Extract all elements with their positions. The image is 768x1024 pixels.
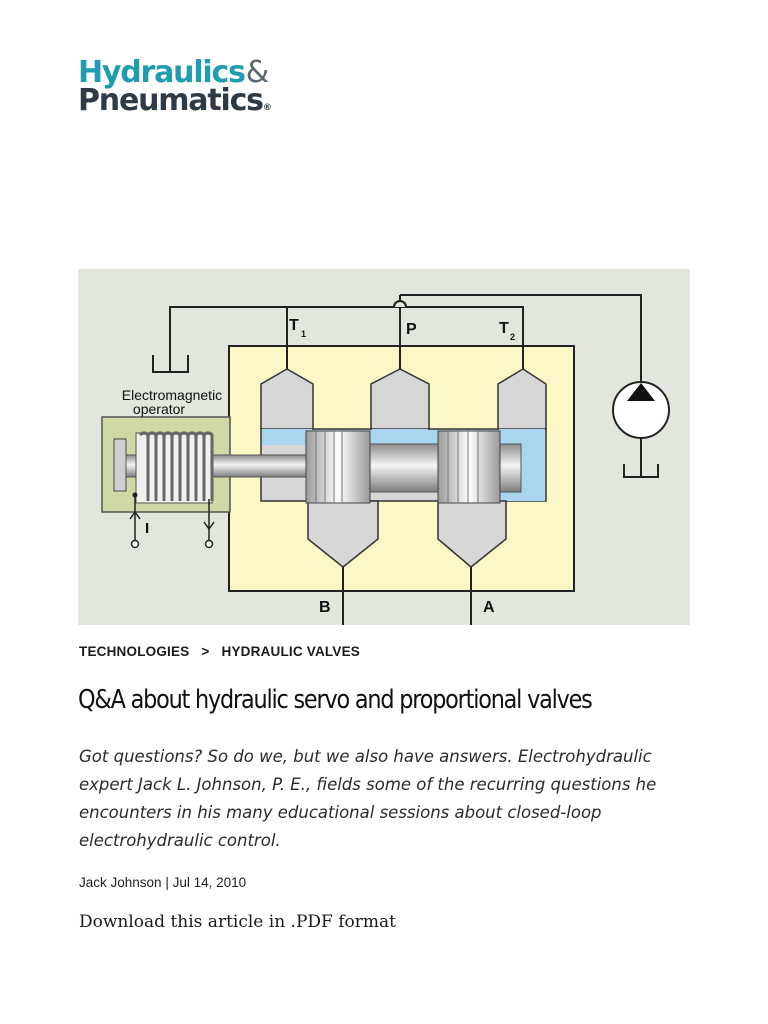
- author-link[interactable]: Jack Johnson: [79, 875, 162, 890]
- label-p: P: [406, 321, 417, 338]
- label-operator-2: operator: [132, 401, 186, 417]
- logo-ampersand: &: [245, 55, 268, 90]
- download-pdf-link[interactable]: Download this article in .PDF format: [79, 912, 396, 932]
- label-a: A: [483, 599, 495, 616]
- article-title: Q&A about hydraulic servo and proportional valves: [78, 685, 592, 715]
- hero-image-valve-diagram: [78, 269, 690, 625]
- breadcrumb-technologies[interactable]: TECHNOLOGIES: [79, 644, 190, 659]
- site-logo[interactable]: [78, 55, 272, 118]
- label-b: B: [319, 599, 331, 616]
- coil-windings: [136, 433, 212, 503]
- logo-pneumatics: [78, 83, 272, 118]
- breadcrumb-separator: >: [201, 644, 210, 659]
- label-current: I: [145, 520, 150, 537]
- label-t2-sub: 2: [510, 332, 516, 342]
- logo-word-pneumatics: Pneumatics: [78, 83, 263, 118]
- terminal-left: [132, 541, 139, 548]
- logo-registered-mark: ®: [262, 103, 272, 113]
- byline-separator: |: [161, 875, 173, 890]
- article-dek: Got questions? So do we, but we also have answers. Electrohydraulic expert Jack L. Johnson, P. E., fields some of the recurring questions he encounters in his many educational sessions about closed-loop electrohydraulic control.: [79, 747, 657, 850]
- byline: [79, 875, 246, 890]
- logo-word-hydraulics: Hydraulics: [78, 55, 245, 90]
- label-t2: T: [499, 320, 509, 337]
- fluid-p: [372, 429, 428, 445]
- label-t1: T: [289, 317, 299, 334]
- fluid-t1: [262, 429, 312, 445]
- label-t1-sub: 1: [301, 329, 307, 339]
- label-operator-1: Electromagnetic: [121, 387, 223, 403]
- spool-land-right: [438, 431, 500, 503]
- publish-date: Jul 14, 2010: [172, 875, 247, 890]
- breadcrumb-hydraulic-valves[interactable]: HYDRAULIC VALVES: [221, 644, 360, 659]
- breadcrumb: [79, 644, 360, 659]
- line-crossover: [394, 301, 406, 307]
- plunger-end: [114, 439, 126, 491]
- terminal-right: [206, 541, 213, 548]
